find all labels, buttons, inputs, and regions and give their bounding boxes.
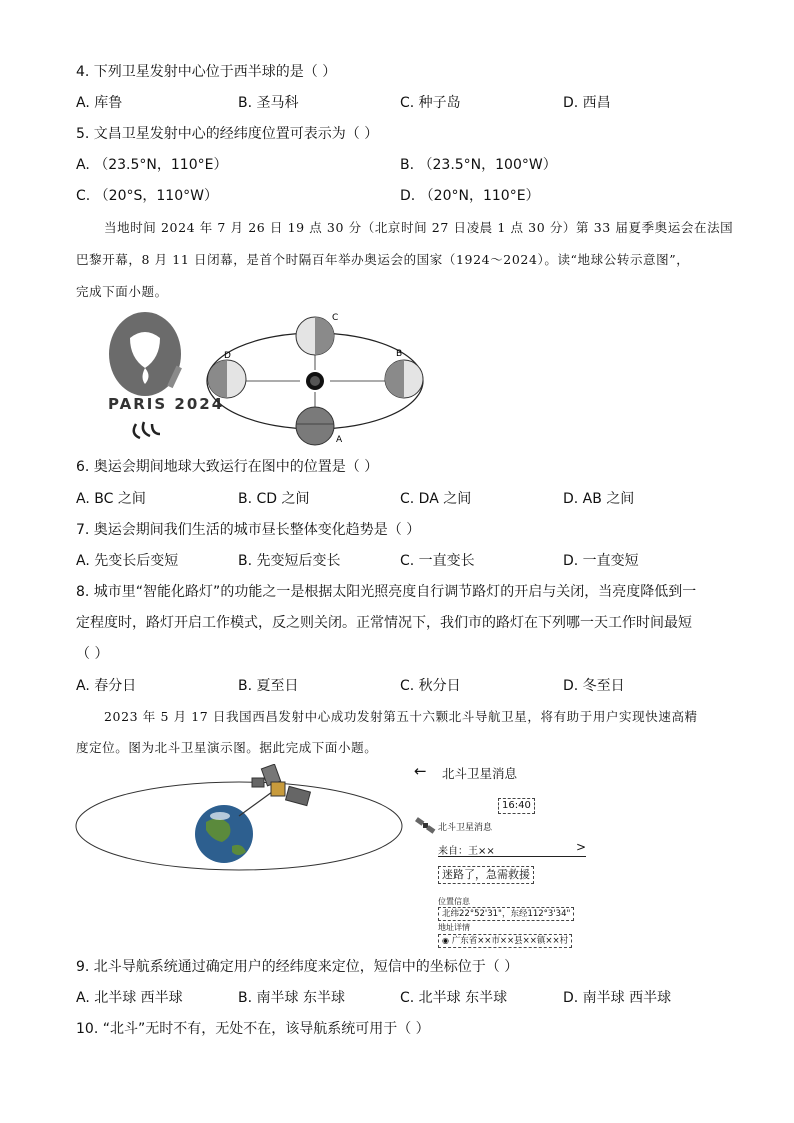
q4-option-a: A. 库鲁 — [76, 95, 123, 111]
sender-row[interactable] — [438, 842, 586, 857]
satellite-small-icon — [414, 814, 436, 836]
q9-option-c: C. 北半球 东半球 — [400, 990, 508, 1006]
passage1-line3: 完成下面小题。 — [76, 284, 168, 299]
q7-option-c: C. 一直变长 — [400, 553, 475, 569]
q6-option-a: A. BC 之间 — [76, 491, 146, 507]
passage1-line2: 巴黎开幕，8 月 11 日闭幕，是首个时隔百年举办奥运会的国家（1924～2024）。读“地球公转示意图”， — [76, 252, 690, 267]
paris-2024-logo — [108, 312, 224, 438]
q8-line1: 8. 城市里“智能化路灯”的功能之一是根据太阳光照亮度自行调节路灯的开启与关闭，当亮度降低到一 — [76, 584, 697, 600]
earth-revolution-figure — [100, 306, 440, 456]
q5-stem: 5. 文昌卫星发射中心的经纬度位置可表示为（ ） — [76, 126, 379, 142]
address-detail: ◉ 广东省××市××县××镇××村 — [438, 934, 572, 948]
beidou-satellite-figure — [74, 764, 404, 874]
passage2-line2: 度定位。图为北斗卫星演示图。据此完成下面小题。 — [76, 740, 378, 755]
q9-stem: 9. 北斗导航系统通过确定用户的经纬度来定位，短信中的坐标位于（ ） — [76, 959, 519, 975]
location-pin-icon: ◉ — [442, 936, 449, 945]
logo-text: PARIS 2024 — [108, 395, 225, 413]
q9-option-a: A. 北半球 西半球 — [76, 990, 183, 1006]
earth-position-d — [208, 351, 246, 398]
q6-option-c: C. DA 之间 — [400, 491, 472, 507]
q5-option-b: B. （23.5°N，100°W） — [400, 157, 557, 173]
address-label: 地址详情 — [438, 923, 470, 932]
sender-from: 来自：王×× — [438, 846, 495, 857]
q8-option-c: C. 秋分日 — [400, 678, 461, 694]
passage1-line1: 当地时间 2024 年 7 月 26 日 19 点 30 分（北京时间 27 日凌晨 1 点 30 分）第 33 届夏季奥运会在法国 — [104, 220, 734, 235]
back-arrow-icon[interactable]: ← — [414, 762, 427, 780]
q7-option-b: B. 先变短后变长 — [238, 553, 341, 569]
location-label: 位置信息 — [438, 897, 470, 906]
sender-label: 北斗卫星消息 — [438, 823, 493, 833]
passage2-line1: 2023 年 5 月 17 日我国西昌发射中心成功发射第五十六颗北斗导航卫星，将有助于用户实现快速高精 — [104, 709, 698, 724]
message-time: 16:40 — [498, 798, 535, 814]
q4-option-b: B. 圣马科 — [238, 95, 299, 111]
svg-text:B: B — [396, 349, 403, 359]
chevron-right-icon: > — [575, 840, 586, 854]
q4-stem: 4. 下列卫星发射中心位于西半球的是（ ） — [76, 64, 337, 80]
earth-position-b — [385, 349, 423, 398]
svg-text:C: C — [332, 313, 339, 323]
q5-option-c: C. （20°S，110°W） — [76, 188, 218, 204]
q6-option-b: B. CD 之间 — [238, 491, 310, 507]
earth-globe — [195, 805, 253, 863]
q4-option-d: D. 西昌 — [563, 95, 611, 111]
q4-option-c: C. 种子岛 — [400, 95, 461, 111]
earth-position-c — [296, 313, 338, 355]
beidou-message-screen — [412, 762, 602, 952]
q6-option-d: D. AB 之间 — [563, 491, 635, 507]
q9-option-d: D. 南半球 西半球 — [563, 990, 672, 1006]
q8-line3: （ ） — [76, 646, 109, 662]
q6-stem: 6. 奥运会期间地球大致运行在图中的位置是（ ） — [76, 459, 379, 475]
q7-option-a: A. 先变长后变短 — [76, 553, 179, 569]
svg-text:D: D — [224, 351, 231, 361]
q5-option-d: D. （20°N，110°E） — [400, 188, 540, 204]
screen-header: 北斗卫星消息 — [442, 766, 518, 781]
earth-position-a — [296, 407, 343, 445]
message-bubble: 迷路了，急需救援 — [438, 866, 534, 884]
q9-option-b: B. 南半球 东半球 — [238, 990, 345, 1006]
q8-option-b: B. 夏至日 — [238, 678, 299, 694]
location-coords: 北纬22°52'31"，东经112°3'34" — [438, 907, 574, 921]
q7-stem: 7. 奥运会期间我们生活的城市昼长整体变化趋势是（ ） — [76, 522, 421, 538]
svg-text:A: A — [336, 435, 343, 445]
q8-line2: 定程度时，路灯开启工作模式，反之则关闭。正常情况下，我们市的路灯在下列哪一天工作时间最短 — [76, 615, 692, 631]
q10-stem: 10. “北斗”无时不有，无处不在，该导航系统可用于（ ） — [76, 1021, 430, 1037]
q7-option-d: D. 一直变短 — [563, 553, 639, 569]
q8-option-a: A. 春分日 — [76, 678, 137, 694]
q8-option-d: D. 冬至日 — [563, 678, 625, 694]
q5-option-a: A. （23.5°N，110°E） — [76, 157, 228, 173]
